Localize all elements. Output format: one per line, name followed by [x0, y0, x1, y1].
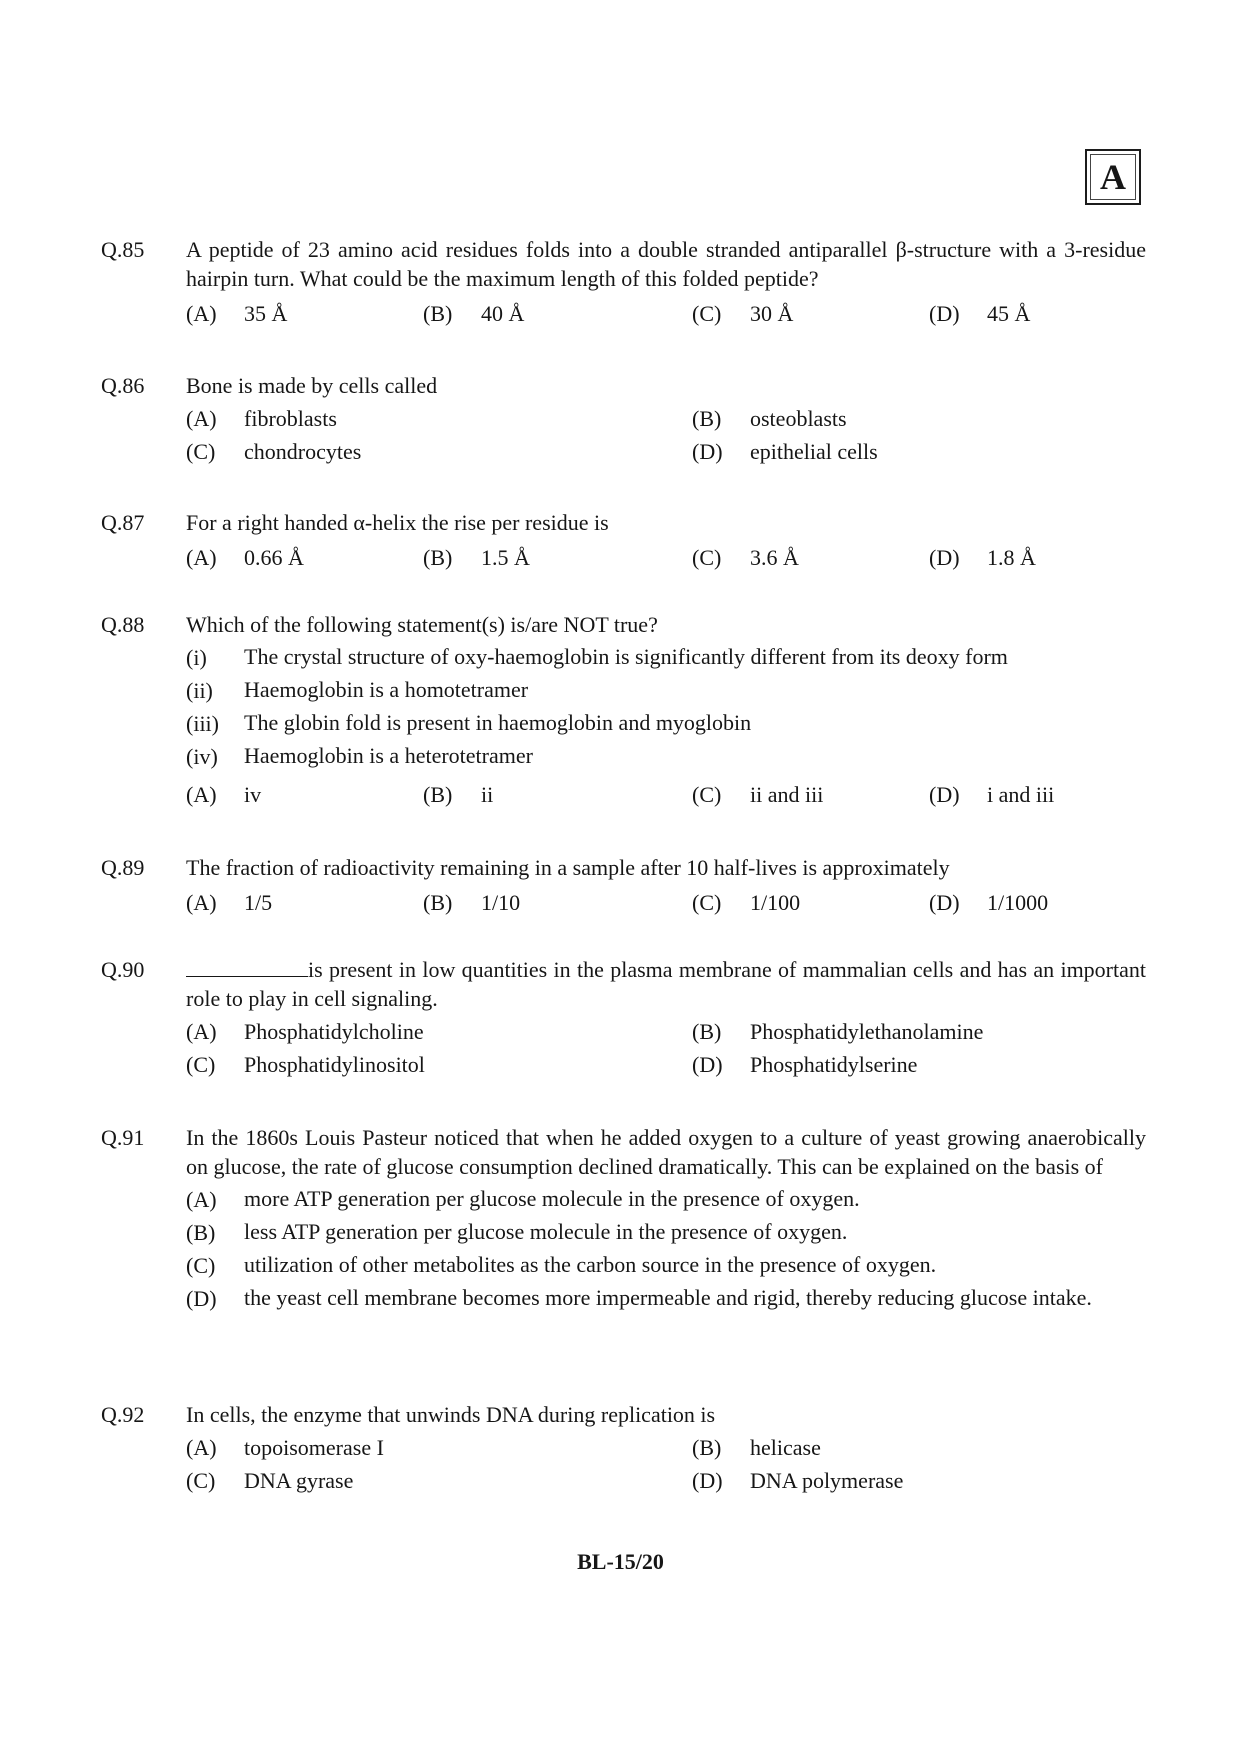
- option-b: (B) osteoblasts: [692, 406, 847, 431]
- question-number: Q.92: [101, 1402, 145, 1427]
- option-a: (A) 35 Å: [186, 301, 288, 326]
- statement-ii: (ii) Haemoglobin is a homotetramer: [186, 677, 529, 703]
- question-text: For a right handed α-helix the rise per residue is: [186, 510, 609, 535]
- question-89: [101, 853, 1146, 917]
- options: [186, 888, 1146, 917]
- question-number: Q.88: [101, 612, 145, 637]
- option-a: (A) 0.66 Å: [186, 545, 304, 570]
- options: [186, 780, 1146, 809]
- option-a: (A) more ATP generation per glucose molecule in the presence of oxygen.: [186, 1186, 860, 1212]
- options: [186, 1185, 1146, 1313]
- question-text: In the 1860s Louis Pasteur noticed that when he added oxygen to a culture of yeast growing anaerobically on glucose, the rate of glucose consumption declined dramatically. This can be explained on the basis of: [186, 1125, 1146, 1179]
- statement-iii: (iii) The globin fold is present in haemoglobin and myoglobin: [186, 710, 752, 736]
- question-text: is present in low quantities in the plasma membrane of mammalian cells and has an important role to play in cell signaling.: [186, 957, 1146, 1011]
- question-85: [101, 235, 1146, 328]
- option-d: (D) Phosphatidylserine: [692, 1052, 918, 1077]
- question-number: Q.86: [101, 373, 145, 398]
- option-c: (C) 30 Å: [692, 301, 794, 326]
- question-90: [101, 955, 1146, 1083]
- option-c: (C) utilization of other metabolites as the carbon source in the presence of oxygen.: [186, 1252, 937, 1278]
- option-a: (A) iv: [186, 782, 262, 807]
- page-footer: BL-15/20: [577, 1549, 664, 1574]
- option-b: (B) 1.5 Å: [423, 545, 530, 570]
- option-a: (A) Phosphatidylcholine: [186, 1019, 424, 1044]
- option-b: (B) 1/10: [423, 890, 521, 915]
- option-c: (C) 3.6 Å: [692, 545, 799, 570]
- question-number: Q.91: [101, 1125, 145, 1150]
- option-a: (A) topoisomerase I: [186, 1435, 384, 1460]
- question-number: Q.90: [101, 957, 145, 982]
- option-b: (B) Phosphatidylethanolamine: [692, 1019, 984, 1044]
- option-c: (C) Phosphatidylinositol: [186, 1052, 425, 1077]
- question-92: [101, 1400, 1146, 1499]
- options: [186, 404, 1146, 470]
- options: [186, 543, 1146, 572]
- option-d: (D) the yeast cell membrane becomes more impermeable and rigid, thereby reducing glucose intake.: [186, 1285, 1092, 1311]
- statement-list: [186, 643, 1146, 771]
- statement-iv: (iv) Haemoglobin is a heterotetramer: [186, 743, 533, 769]
- question-text: The fraction of radioactivity remaining in a sample after 10 half-lives is approximately: [186, 855, 950, 880]
- option-d: (D) 1/1000: [929, 890, 1049, 915]
- options: [186, 1017, 1146, 1083]
- option-b: (B) helicase: [692, 1435, 821, 1460]
- fill-in-blank: [186, 956, 308, 977]
- option-a: (A) fibroblasts: [186, 406, 337, 431]
- question-number: Q.89: [101, 855, 145, 880]
- question-88: [101, 610, 1146, 809]
- question-text: Which of the following statement(s) is/are NOT true?: [186, 612, 658, 637]
- option-a: (A) 1/5: [186, 890, 273, 915]
- question-number: Q.85: [101, 237, 145, 262]
- option-c: (C) ii and iii: [692, 782, 824, 807]
- option-d: (D) i and iii: [929, 782, 1055, 807]
- question-87: [101, 508, 1146, 572]
- question-text: Bone is made by cells called: [186, 373, 438, 398]
- option-c: (C) 1/100: [692, 890, 801, 915]
- option-d: (D) DNA polymerase: [692, 1468, 904, 1493]
- set-code: A: [1100, 157, 1126, 197]
- option-b: (B) 40 Å: [423, 301, 525, 326]
- option-b: (B) ii: [423, 782, 494, 807]
- option-d: (D) 45 Å: [929, 301, 1031, 326]
- options: [186, 1433, 1146, 1499]
- option-c: (C) DNA gyrase: [186, 1468, 354, 1493]
- set-code-box: [1085, 149, 1141, 205]
- question-text: A peptide of 23 amino acid residues folds into a double stranded antiparallel β-structure with a 3-residue hairpin turn. What could be the maximum length of this folded peptide?: [186, 237, 1146, 291]
- question-number: Q.87: [101, 510, 145, 535]
- statement-i: (i) The crystal structure of oxy-haemoglobin is significantly different from its deoxy form: [186, 644, 1008, 670]
- option-d: (D) epithelial cells: [692, 439, 878, 464]
- question-86: [101, 371, 1146, 470]
- question-text: In cells, the enzyme that unwinds DNA during replication is: [186, 1402, 716, 1427]
- option-b: (B) less ATP generation per glucose molecule in the presence of oxygen.: [186, 1219, 848, 1245]
- question-91: [101, 1123, 1146, 1317]
- option-d: (D) 1.8 Å: [929, 545, 1036, 570]
- option-c: (C) chondrocytes: [186, 439, 362, 464]
- options: [186, 299, 1146, 328]
